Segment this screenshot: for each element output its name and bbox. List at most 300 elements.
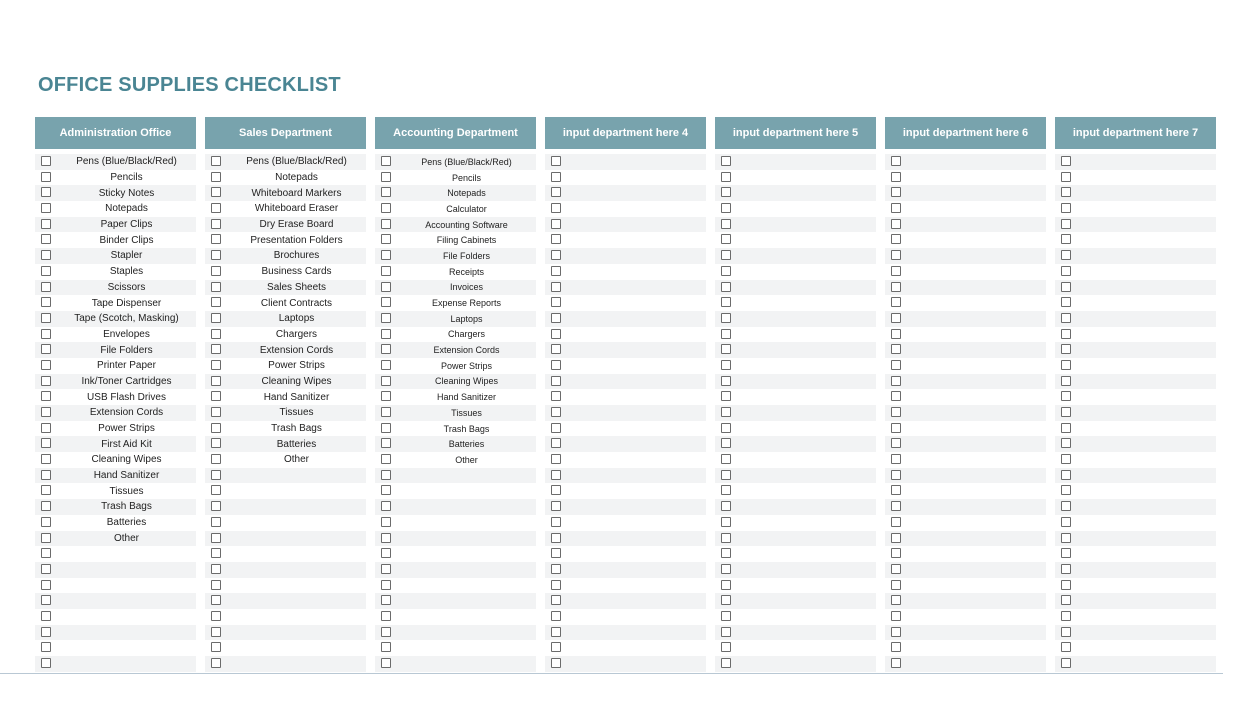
column-header[interactable]: Sales Department xyxy=(205,117,366,149)
checkbox[interactable] xyxy=(721,187,731,197)
checkbox[interactable] xyxy=(721,470,731,480)
checkbox[interactable] xyxy=(551,501,561,511)
checkbox[interactable] xyxy=(381,344,391,354)
checkbox[interactable] xyxy=(721,564,731,574)
checkbox[interactable] xyxy=(41,391,51,401)
checkbox[interactable] xyxy=(381,219,391,229)
checkbox[interactable] xyxy=(41,219,51,229)
item-label xyxy=(907,201,1046,217)
checkbox[interactable] xyxy=(211,438,221,448)
checkbox[interactable] xyxy=(891,234,901,244)
item-label xyxy=(1077,374,1216,390)
checkbox[interactable] xyxy=(211,297,221,307)
checkbox[interactable] xyxy=(381,187,391,197)
item-label xyxy=(907,248,1046,264)
list-item xyxy=(375,217,536,233)
checkbox[interactable] xyxy=(381,548,391,558)
list-item xyxy=(715,562,876,578)
checkbox[interactable] xyxy=(41,485,51,495)
checkbox[interactable] xyxy=(891,470,901,480)
checkbox[interactable] xyxy=(551,548,561,558)
checkbox[interactable] xyxy=(381,533,391,543)
checkbox[interactable] xyxy=(891,329,901,339)
checkbox[interactable] xyxy=(551,423,561,433)
checkbox[interactable] xyxy=(1061,156,1071,166)
checkbox[interactable] xyxy=(211,156,221,166)
checkbox[interactable] xyxy=(1061,219,1071,229)
checkbox[interactable] xyxy=(891,564,901,574)
checkbox[interactable] xyxy=(41,595,51,605)
checkbox[interactable] xyxy=(551,391,561,401)
list-item xyxy=(715,452,876,468)
checkbox[interactable] xyxy=(381,234,391,244)
checkbox[interactable] xyxy=(381,438,391,448)
checkbox[interactable] xyxy=(891,407,901,417)
item-label xyxy=(737,562,876,578)
checkbox[interactable] xyxy=(551,344,561,354)
item-label: Ink/Toner Cartridges xyxy=(81,375,172,387)
checkbox[interactable] xyxy=(891,595,901,605)
checkbox[interactable] xyxy=(211,234,221,244)
checkbox[interactable] xyxy=(891,187,901,197)
checkbox[interactable] xyxy=(891,172,901,182)
checkbox[interactable] xyxy=(211,423,221,433)
checkbox[interactable] xyxy=(721,282,731,292)
checkbox[interactable] xyxy=(381,658,391,668)
item-label: Printer Paper xyxy=(97,360,156,372)
checkbox[interactable] xyxy=(891,548,901,558)
checkbox[interactable] xyxy=(1061,313,1071,323)
checkbox[interactable] xyxy=(211,517,221,527)
checkbox[interactable] xyxy=(551,172,561,182)
item-label: Business Cards xyxy=(261,266,332,278)
checkbox[interactable] xyxy=(551,219,561,229)
list-item xyxy=(1055,342,1216,358)
item-label xyxy=(737,452,876,468)
item-label xyxy=(397,546,536,562)
checkbox[interactable] xyxy=(381,376,391,386)
checkbox[interactable] xyxy=(891,376,901,386)
checkbox[interactable] xyxy=(551,627,561,637)
list-item xyxy=(375,405,536,421)
list-item xyxy=(545,468,706,484)
list-item xyxy=(715,405,876,421)
checkbox[interactable] xyxy=(41,203,51,213)
checkbox[interactable] xyxy=(891,203,901,213)
list-item xyxy=(545,170,706,186)
checkbox[interactable] xyxy=(381,517,391,527)
checkbox[interactable] xyxy=(1061,187,1071,197)
checkbox[interactable] xyxy=(721,642,731,652)
checkbox[interactable] xyxy=(381,423,391,433)
checkbox[interactable] xyxy=(721,329,731,339)
checkbox[interactable] xyxy=(211,250,221,260)
checkbox[interactable] xyxy=(41,564,51,574)
checkbox[interactable] xyxy=(41,517,51,527)
checkbox[interactable] xyxy=(1061,203,1071,213)
checkbox[interactable] xyxy=(891,485,901,495)
checkbox[interactable] xyxy=(381,329,391,339)
checkbox[interactable] xyxy=(41,501,51,511)
checkbox[interactable] xyxy=(211,407,221,417)
checkbox[interactable] xyxy=(41,344,51,354)
checkbox[interactable] xyxy=(381,642,391,652)
item-label xyxy=(907,327,1046,343)
column-header[interactable]: input department here 5 xyxy=(715,117,876,149)
checkbox[interactable] xyxy=(551,407,561,417)
checkbox[interactable] xyxy=(381,611,391,621)
checkbox[interactable] xyxy=(211,391,221,401)
checkbox[interactable] xyxy=(1061,642,1071,652)
list-item xyxy=(885,295,1046,311)
checkbox[interactable] xyxy=(891,658,901,668)
list-item xyxy=(1055,499,1216,515)
checkbox[interactable] xyxy=(1061,282,1071,292)
checkbox[interactable] xyxy=(211,658,221,668)
item-label: Pens (Blue/Black/Red) xyxy=(421,156,512,167)
column-header[interactable]: input department here 4 xyxy=(545,117,706,149)
checkbox[interactable] xyxy=(381,266,391,276)
checkbox[interactable] xyxy=(381,580,391,590)
checkbox[interactable] xyxy=(41,313,51,323)
checkbox[interactable] xyxy=(381,250,391,260)
item-label xyxy=(907,640,1046,656)
checkbox[interactable] xyxy=(211,564,221,574)
checkbox[interactable] xyxy=(891,423,901,433)
checkbox[interactable] xyxy=(1061,470,1071,480)
checkbox[interactable] xyxy=(1061,611,1071,621)
list-item xyxy=(885,374,1046,390)
checkbox[interactable] xyxy=(41,548,51,558)
checkbox[interactable] xyxy=(1061,517,1071,527)
checkbox[interactable] xyxy=(41,423,51,433)
checkbox[interactable] xyxy=(721,658,731,668)
list-item xyxy=(885,311,1046,327)
column-header[interactable]: Administration Office xyxy=(35,117,196,149)
checkbox[interactable] xyxy=(41,454,51,464)
item-label xyxy=(737,436,876,452)
checkbox[interactable] xyxy=(1061,580,1071,590)
checkbox[interactable] xyxy=(721,250,731,260)
checkbox[interactable] xyxy=(41,250,51,260)
checkbox[interactable] xyxy=(381,407,391,417)
checkbox[interactable] xyxy=(551,187,561,197)
checkbox[interactable] xyxy=(1061,423,1071,433)
item-label: Filing Cabinets xyxy=(436,235,497,246)
item-label: Notepads xyxy=(105,203,148,215)
checkbox[interactable] xyxy=(551,642,561,652)
checkbox[interactable] xyxy=(721,313,731,323)
checkbox[interactable] xyxy=(551,485,561,495)
list-item xyxy=(205,578,366,594)
checkbox[interactable] xyxy=(721,407,731,417)
checkbox[interactable] xyxy=(41,297,51,307)
checkbox[interactable] xyxy=(891,627,901,637)
checkbox[interactable] xyxy=(721,548,731,558)
list-item xyxy=(375,515,536,531)
checkbox[interactable] xyxy=(381,470,391,480)
list-item xyxy=(205,358,366,374)
department-column xyxy=(1055,117,1216,672)
checkbox[interactable] xyxy=(211,470,221,480)
checkbox[interactable] xyxy=(211,187,221,197)
checkbox[interactable] xyxy=(721,156,731,166)
item-label xyxy=(57,609,196,625)
checkbox[interactable] xyxy=(551,470,561,480)
checkbox[interactable] xyxy=(1061,438,1071,448)
checkbox[interactable] xyxy=(211,501,221,511)
item-label xyxy=(1077,295,1216,311)
checkbox[interactable] xyxy=(381,391,391,401)
checkbox[interactable] xyxy=(721,344,731,354)
checkbox[interactable] xyxy=(551,203,561,213)
item-label xyxy=(397,656,536,672)
checkbox[interactable] xyxy=(1061,391,1071,401)
checkbox[interactable] xyxy=(1061,627,1071,637)
department-column xyxy=(715,117,876,672)
list-item xyxy=(545,327,706,343)
checkbox[interactable] xyxy=(1061,266,1071,276)
checkbox[interactable] xyxy=(721,611,731,621)
checkbox[interactable] xyxy=(1061,360,1071,370)
checkbox[interactable] xyxy=(721,485,731,495)
checkbox[interactable] xyxy=(1061,564,1071,574)
checkbox[interactable] xyxy=(721,297,731,307)
checkbox[interactable] xyxy=(211,344,221,354)
checkbox[interactable] xyxy=(1061,329,1071,339)
checkbox[interactable] xyxy=(1061,250,1071,260)
checkbox[interactable] xyxy=(551,533,561,543)
checkbox[interactable] xyxy=(211,454,221,464)
checkbox[interactable] xyxy=(891,250,901,260)
checkbox[interactable] xyxy=(891,297,901,307)
checkbox[interactable] xyxy=(1061,297,1071,307)
checkbox[interactable] xyxy=(551,297,561,307)
checkbox[interactable] xyxy=(551,658,561,668)
checkbox[interactable] xyxy=(381,454,391,464)
checkbox[interactable] xyxy=(891,360,901,370)
column-header[interactable]: Accounting Department xyxy=(375,117,536,149)
list-item xyxy=(35,358,196,374)
checkbox[interactable] xyxy=(211,172,221,182)
checkbox[interactable] xyxy=(41,438,51,448)
checkbox[interactable] xyxy=(1061,595,1071,605)
checkbox[interactable] xyxy=(721,203,731,213)
checkbox[interactable] xyxy=(381,297,391,307)
checkbox[interactable] xyxy=(41,642,51,652)
checkbox[interactable] xyxy=(891,533,901,543)
checkbox[interactable] xyxy=(41,360,51,370)
checkbox[interactable] xyxy=(1061,344,1071,354)
checkbox[interactable] xyxy=(41,470,51,480)
list-item xyxy=(375,170,536,186)
checkbox[interactable] xyxy=(211,595,221,605)
checkbox[interactable] xyxy=(1061,501,1071,511)
checkbox[interactable] xyxy=(211,611,221,621)
item-label xyxy=(567,248,706,264)
item-label xyxy=(567,374,706,390)
checkbox[interactable] xyxy=(891,438,901,448)
item-label xyxy=(737,374,876,390)
item-label xyxy=(567,232,706,248)
checkbox[interactable] xyxy=(551,376,561,386)
checkbox[interactable] xyxy=(1061,548,1071,558)
item-label xyxy=(567,201,706,217)
checkbox[interactable] xyxy=(1061,407,1071,417)
checkbox[interactable] xyxy=(41,156,51,166)
checkbox[interactable] xyxy=(211,219,221,229)
list-item xyxy=(375,374,536,390)
checkbox[interactable] xyxy=(551,580,561,590)
checkbox[interactable] xyxy=(721,454,731,464)
checkbox[interactable] xyxy=(1061,454,1071,464)
checkbox[interactable] xyxy=(41,580,51,590)
checkbox[interactable] xyxy=(721,517,731,527)
list-item xyxy=(885,342,1046,358)
checkbox[interactable] xyxy=(721,391,731,401)
checkbox[interactable] xyxy=(41,187,51,197)
checkbox[interactable] xyxy=(551,282,561,292)
checkbox[interactable] xyxy=(211,360,221,370)
checkbox[interactable] xyxy=(891,580,901,590)
checkbox[interactable] xyxy=(551,611,561,621)
checkbox[interactable] xyxy=(1061,485,1071,495)
checkbox[interactable] xyxy=(551,234,561,244)
checkbox[interactable] xyxy=(891,313,901,323)
list-item xyxy=(885,201,1046,217)
checkbox[interactable] xyxy=(211,329,221,339)
checkbox[interactable] xyxy=(551,454,561,464)
checkbox[interactable] xyxy=(41,407,51,417)
checkbox[interactable] xyxy=(1061,234,1071,244)
checkbox[interactable] xyxy=(211,485,221,495)
checkbox[interactable] xyxy=(551,156,561,166)
checkbox[interactable] xyxy=(551,313,561,323)
checkbox[interactable] xyxy=(381,203,391,213)
checkbox[interactable] xyxy=(551,517,561,527)
checkbox[interactable] xyxy=(1061,376,1071,386)
checkbox[interactable] xyxy=(381,360,391,370)
checkbox[interactable] xyxy=(551,329,561,339)
checkbox[interactable] xyxy=(41,329,51,339)
checkbox[interactable] xyxy=(551,360,561,370)
checkbox[interactable] xyxy=(41,234,51,244)
checkbox[interactable] xyxy=(381,564,391,574)
checkbox[interactable] xyxy=(891,156,901,166)
checkbox[interactable] xyxy=(41,627,51,637)
checkbox[interactable] xyxy=(211,282,221,292)
checkbox[interactable] xyxy=(891,642,901,652)
checkbox[interactable] xyxy=(721,376,731,386)
checkbox[interactable] xyxy=(551,438,561,448)
checkbox[interactable] xyxy=(891,266,901,276)
checkbox[interactable] xyxy=(891,517,901,527)
list-item xyxy=(375,531,536,547)
checkbox[interactable] xyxy=(891,344,901,354)
list-item xyxy=(35,578,196,594)
list-item xyxy=(715,421,876,437)
checkbox[interactable] xyxy=(41,172,51,182)
checkbox[interactable] xyxy=(721,234,731,244)
checkbox[interactable] xyxy=(721,423,731,433)
checkbox[interactable] xyxy=(381,156,391,166)
checkbox[interactable] xyxy=(41,376,51,386)
checkbox[interactable] xyxy=(381,627,391,637)
checkbox[interactable] xyxy=(891,391,901,401)
checkbox[interactable] xyxy=(721,627,731,637)
checkbox[interactable] xyxy=(211,313,221,323)
checkbox[interactable] xyxy=(381,172,391,182)
checkbox[interactable] xyxy=(551,595,561,605)
checkbox[interactable] xyxy=(891,501,901,511)
checkbox[interactable] xyxy=(211,548,221,558)
checkbox[interactable] xyxy=(721,595,731,605)
checkbox[interactable] xyxy=(551,250,561,260)
checkbox[interactable] xyxy=(1061,533,1071,543)
checklist-rows xyxy=(375,154,536,672)
checkbox[interactable] xyxy=(721,438,731,448)
checkbox[interactable] xyxy=(1061,172,1071,182)
checkbox[interactable] xyxy=(41,658,51,668)
checkbox[interactable] xyxy=(211,627,221,637)
item-label xyxy=(397,625,536,641)
item-label xyxy=(907,280,1046,296)
checkbox[interactable] xyxy=(41,611,51,621)
checkbox[interactable] xyxy=(891,282,901,292)
list-item xyxy=(35,342,196,358)
checkbox[interactable] xyxy=(891,611,901,621)
checkbox[interactable] xyxy=(551,266,561,276)
checkbox[interactable] xyxy=(41,282,51,292)
checkbox[interactable] xyxy=(211,266,221,276)
item-label xyxy=(1077,625,1216,641)
item-label xyxy=(227,562,366,578)
column-header[interactable]: input department here 6 xyxy=(885,117,1046,149)
checkbox[interactable] xyxy=(41,533,51,543)
checkbox[interactable] xyxy=(721,360,731,370)
checkbox[interactable] xyxy=(721,219,731,229)
list-item xyxy=(885,389,1046,405)
checkbox[interactable] xyxy=(211,203,221,213)
checkbox[interactable] xyxy=(721,533,731,543)
checkbox[interactable] xyxy=(381,313,391,323)
list-item xyxy=(35,405,196,421)
checkbox[interactable] xyxy=(381,282,391,292)
list-item xyxy=(35,452,196,468)
checkbox[interactable] xyxy=(721,172,731,182)
checkbox[interactable] xyxy=(891,454,901,464)
list-item xyxy=(545,389,706,405)
checkbox[interactable] xyxy=(211,376,221,386)
checkbox[interactable] xyxy=(551,564,561,574)
checkbox[interactable] xyxy=(381,501,391,511)
checkbox[interactable] xyxy=(211,642,221,652)
column-header[interactable]: input department here 7 xyxy=(1055,117,1216,149)
checkbox[interactable] xyxy=(721,501,731,511)
checkbox[interactable] xyxy=(891,219,901,229)
checkbox[interactable] xyxy=(41,266,51,276)
checkbox[interactable] xyxy=(721,580,731,590)
checkbox[interactable] xyxy=(381,595,391,605)
checkbox[interactable] xyxy=(211,580,221,590)
checkbox[interactable] xyxy=(1061,658,1071,668)
checkbox[interactable] xyxy=(211,533,221,543)
checkbox[interactable] xyxy=(721,266,731,276)
item-label xyxy=(227,531,366,547)
checkbox[interactable] xyxy=(381,485,391,495)
item-label xyxy=(397,499,536,515)
list-item xyxy=(1055,405,1216,421)
